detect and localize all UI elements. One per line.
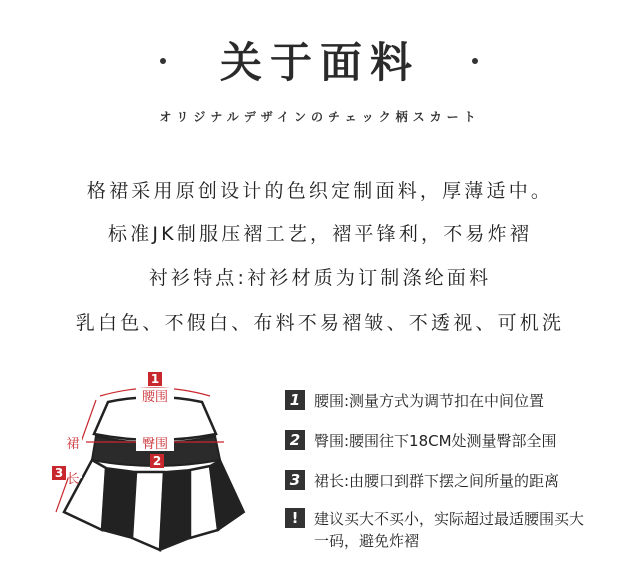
legend-text-waist: 腰围:测量方式为调节扣在中间位置 bbox=[314, 392, 545, 410]
legend-text-tip: 建议买大不买小，实际超过最适腰围买大一码，避免炸褶 bbox=[314, 510, 585, 550]
page-title: 关于面料 bbox=[219, 38, 420, 87]
warning-icon: ! bbox=[285, 508, 305, 528]
page-subtitle: オリジナルデザインのチェック柄スカート bbox=[159, 110, 481, 124]
legend-number-1: 1 bbox=[285, 390, 305, 410]
hip-label: 臀围 bbox=[141, 437, 169, 452]
length-label-bottom: 长 bbox=[66, 472, 80, 487]
skirt-diagram bbox=[40, 362, 260, 572]
legend-item-tip bbox=[285, 508, 625, 552]
legend-item-hip bbox=[285, 430, 625, 452]
legend-text-hip: 臀围:腰围往下18CM处测量臀部全围 bbox=[314, 432, 557, 450]
description-line-2: 标准JK制服压褶工艺，褶平锋利，不易炸褶 bbox=[107, 223, 533, 245]
waist-label: 腰围 bbox=[141, 390, 169, 405]
legend-number-2: 2 bbox=[285, 430, 305, 450]
description-line-4: 乳白色、不假白、布料不易褶皱、不透视、可机洗 bbox=[75, 312, 565, 334]
marker-3-label: 3 bbox=[54, 466, 64, 480]
marker-2-label: 2 bbox=[152, 454, 162, 468]
marker-1-label: 1 bbox=[150, 372, 160, 386]
legend-item-length bbox=[285, 470, 625, 492]
description-line-1: 格裙采用原创设计的色织定制面料，厚薄适中。 bbox=[86, 180, 554, 202]
title-row bbox=[0, 34, 640, 86]
right-dot-icon bbox=[472, 58, 478, 64]
left-dot-icon bbox=[160, 58, 166, 64]
legend-number-3: 3 bbox=[285, 470, 305, 490]
length-label-top: 裙 bbox=[66, 437, 80, 452]
measurement-legend bbox=[285, 390, 625, 552]
skirt-illustration bbox=[64, 397, 244, 550]
description-line-3: 衬衫特点:衬衫材质为订制涤纶面料 bbox=[148, 267, 492, 289]
legend-item-waist bbox=[285, 390, 625, 412]
legend-text-length: 裙长:由腰口到群下摆之间所量的距离 bbox=[314, 472, 560, 490]
